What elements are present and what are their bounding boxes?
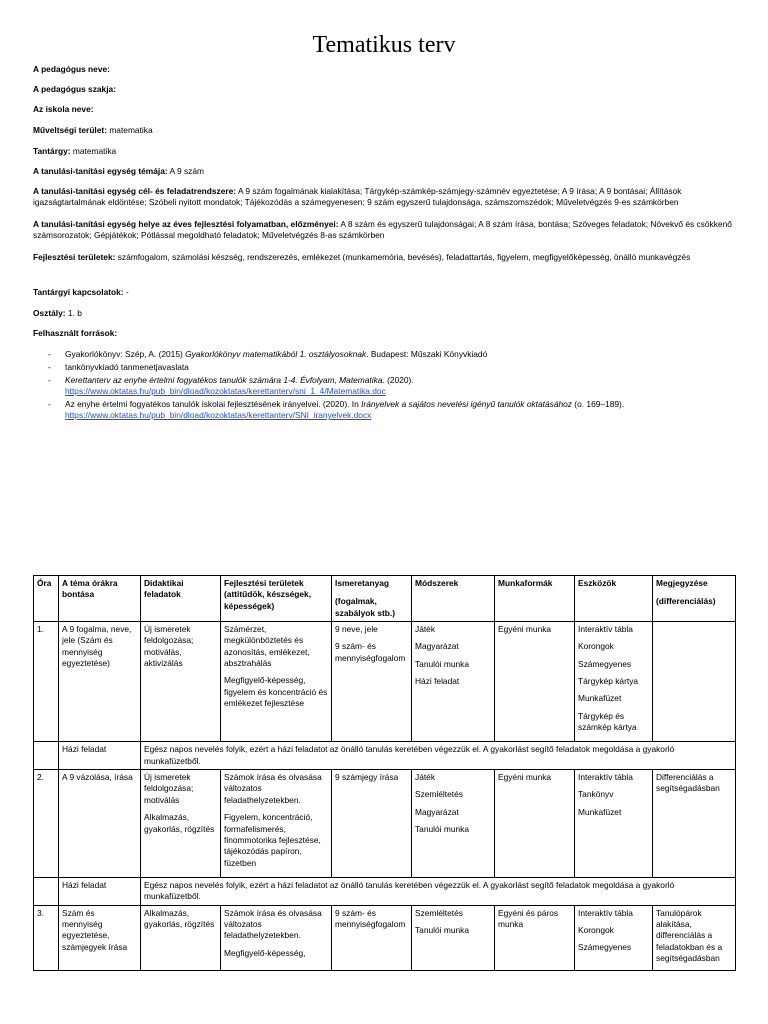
header-didaktikai: Didaktikai feladatok (141, 576, 221, 622)
field-subject-connections: Tantárgyi kapcsolatok: - (33, 287, 129, 297)
cell-homework-label: Házi feladat (59, 877, 141, 905)
cell-ora: 2. (34, 770, 59, 878)
cell-fejlesztesi: Számok írása és olvasása változatos feladathelyzetekben. Megfigyelő-képesség, (221, 905, 332, 970)
header-modszerek: Módszerek (412, 576, 495, 622)
field-unit-topic: A tanulási-tanítási egység témája: A 9 szám (33, 166, 204, 176)
source-item: - Az enyhe értelmi fogyatékos tanulók iskolai fejlesztésének irányelvei. (2020). In Irányelvek a sajátos nevelési igényű tanulók oktatásához (o. 169–189). https://www.oktatas.hu/pub_bin/dload/kozoktatas/kerettanterv/SNI_iranyelvek.docx (48, 399, 738, 422)
header-ismeretanyag: Ismeretanyag (fogalmak, szabályok stb.) (332, 576, 412, 622)
cell-munkaformak: Egyéni és páros munka (495, 905, 575, 970)
cell-eszkozok: Interaktív tábla Tankönyv Munkafüzet (575, 770, 653, 878)
cell-ora: 1. (34, 622, 59, 742)
field-development-areas: Fejlesztési területek: számfogalom, számolási készség, rendszerezés, emlékezet (munkamemória, bevésés), feladattartás, figyelem, megfigyelőképesség, önálló munkavégzés (33, 252, 691, 262)
cell-modszerek: Játék Szemléltetés Magyarázat Tanulói munka (412, 770, 495, 878)
page-title: Tematikus terv (312, 32, 456, 58)
cell-megjegyzes: Differenciálás a segítségadásban (653, 770, 736, 878)
header-megjegyzes: Megjegyzése (differenciálás) (653, 576, 736, 622)
sources-list (48, 349, 738, 423)
table-row (34, 905, 736, 970)
cell-ora: 3. (34, 905, 59, 970)
table-row (34, 622, 736, 742)
cell-tema: A 9 fogalma, neve, jele (Szám és mennyiség egyeztetése) (59, 622, 141, 742)
cell-eszkozok: Interaktív tábla Korongok Számegyenes Tárgykép kártya Munkafüzet Tárgykép és számkép kártya (575, 622, 653, 742)
cell-fejlesztesi: Számok írása és olvasása változatos feladathelyzetekben. Figyelem, koncentráció, formafelismerés, finommotorika fejlesztése, tájékozódás papíron, füzetben (221, 770, 332, 878)
table-row-homework (34, 877, 736, 905)
cell-didaktikai: Alkalmazás, gyakorlás, rögzítés (141, 905, 221, 970)
header-munkaformak: Munkaformák (495, 576, 575, 622)
source-item: - Kerettanterv az enyhe értelmi fogyatékos tanulók számára 1-4. Évfolyam, Matematika. (2020). https://www.oktatas.hu/pub_bin/dload/kozoktatas/kerettanterv/sni_1_4/Matematika.doc (48, 375, 738, 398)
cell-tema: A 9 vázolása, írása (59, 770, 141, 878)
cell-homework-text: Egész napos nevelés folyik, ezért a házi feladatot az önálló tanulás keretében végezzük el. A gyakorlást segítő feladatok megoldása a gyakorló munkafüzetből. (141, 742, 736, 770)
field-teacher-subject: A pedagógus szakja: (33, 84, 116, 94)
plan-table (33, 575, 736, 971)
field-sources-heading: Felhasznált források: (33, 328, 118, 338)
field-literacy-area: Műveltségi terület: matematika (33, 125, 153, 135)
cell-modszerek: Játék Magyarázat Tanulói munka Házi feladat (412, 622, 495, 742)
cell-fejlesztesi: Számérzet, megkülönböztetés és azonosítás, emlékezet, absztrahálás Megfigyelő-képesség, figyelem és koncentráció és emlékezet fejlesztése (221, 622, 332, 742)
cell-ismeretanyag: 9 számjegy írása (332, 770, 412, 878)
field-class: Osztály: 1. b (33, 308, 82, 318)
field-teacher-name: A pedagógus neve: (33, 64, 110, 74)
table-row-homework (34, 742, 736, 770)
cell-homework-text: Egész napos nevelés folyik, ezért a házi feladatot az önálló tanulás keretében végezzük el. A gyakorlást segítő feladatok megoldása a gyakorló munkafüzetből. (141, 877, 736, 905)
header-fejlesztesi: Fejlesztési területek (attitűdök, készségek, képességek) (221, 576, 332, 622)
cell-megjegyzes: Tanulópárok alakítása, differenciálás a feladatokban és a segítségadásban (653, 905, 736, 970)
cell-tema: Szám és mennyiség egyeztetése, számjegyek írása (59, 905, 141, 970)
cell-ismeretanyag: 9 neve, jele 9 szám- és mennyiségfogalom (332, 622, 412, 742)
cell-ismeretanyag: 9 szám- és mennyiségfogalom (332, 905, 412, 970)
source-link[interactable]: https://www.oktatas.hu/pub_bin/dload/kozoktatas/kerettanterv/SNI_iranyelvek.docx (65, 410, 372, 421)
cell-didaktikai: Új ismeretek feldolgozása; motiválás, aktivizálás (141, 622, 221, 742)
source-link[interactable]: https://www.oktatas.hu/pub_bin/dload/kozoktatas/kerettanterv/sni_1_4/Matematika.doc (65, 386, 386, 397)
cell-modszerek: Szemléltetés Tanulói munka (412, 905, 495, 970)
source-item: - Gyakorlókönyv: Szép, A. (2015) Gyakorlókönyv matematikából 1. osztályosoknak. Budapest: Műszaki Könyvkiadó (48, 349, 738, 360)
table-header-row (34, 576, 736, 622)
field-subject: Tantárgy: matematika (33, 146, 117, 156)
table-row (34, 770, 736, 878)
cell-munkaformak: Egyéni munka (495, 770, 575, 878)
field-unit-goals: A tanulási-tanítási egység cél- és feladatrendszere: A 9 szám fogalmának kialakítása; Tárgykép-számkép-számjegy-számnév egyeztetése; A 9 írása; A 9 bontásai; Állítások igazságtartalmának eldöntése; Szóbeli nyitott mondatok; Tájékozódás a számegyenesen; 9 szám egyszerű tulajdonsága, számszomszédok; Műveletvégzés 9-es számkörben (33, 186, 682, 208)
header-ora: Óra (34, 576, 59, 622)
cell-munkaformak: Egyéni munka (495, 622, 575, 742)
cell-eszkozok: Interaktív tábla Korongok Számegyenes (575, 905, 653, 970)
cell-megjegyzes (653, 622, 736, 742)
header-eszkozok: Eszközök (575, 576, 653, 622)
field-school-name: Az iskola neve: (33, 104, 94, 114)
source-item: - tankönyvkiadó tanmenetjavaslata (48, 362, 738, 373)
cell-didaktikai: Új ismeretek feldolgozása; motiválás Alkalmazás, gyakorlás, rögzítés (141, 770, 221, 878)
cell-homework-label: Házi feladat (59, 742, 141, 770)
field-unit-place: A tanulási-tanítási egység helye az éves fejlesztési folyamatban, előzményei: A 8 szám és egyszerű tulajdonságai; A 8 szám írása, bontása; Szöveges feladatok; Növekvő és csökkenő számsorozatok; Gépjátékok; Pótlással megoldható feladatok; Műveletvégzés 8-as számkörben (33, 219, 732, 241)
header-tema: A téma órákra bontása (59, 576, 141, 622)
